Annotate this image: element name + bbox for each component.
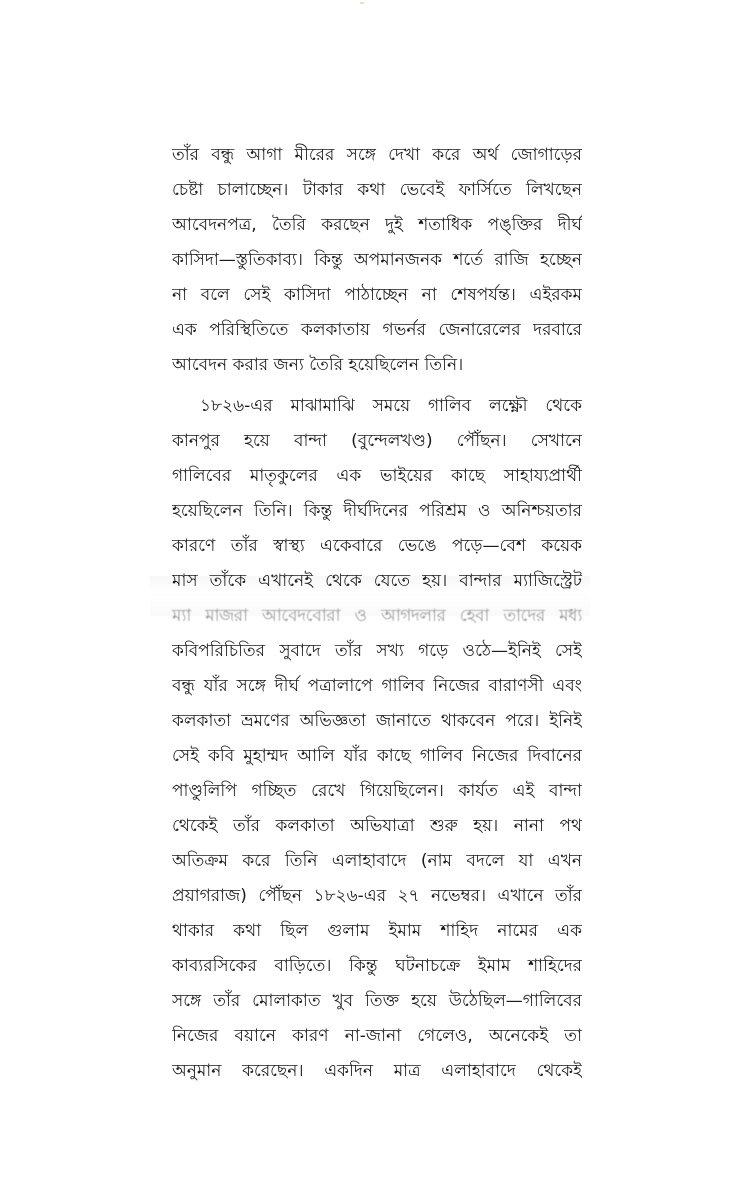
scan-speck (360, 2, 364, 4)
text-line: আবেদনপত্র, তৈরি করছেন দুই শতাধিক পঙ্‌ক্তির দীর্ঘ (172, 215, 582, 235)
text-line: মাস তাঁকে এখানেই থেকে যেতে হয়। বান্দার ম্যাজিস্ট্রেট (172, 571, 582, 591)
text-line: প্রয়াগরাজ) পৌঁছন ১৮২৬-এর ২৭ নভেম্বর। এখানে তাঁর (172, 886, 582, 906)
text-line: হয়েছিলেন তিনি। কিন্তু দীর্ঘদিনের পরিশ্রম ও অনিশ্চয়তার (172, 501, 582, 521)
text-line: কবিপরিচিতির সুবাদে তাঁর সখ্য গড়ে ওঠে—ইনিই সেই (172, 641, 582, 661)
text-line: অতিক্রম করে তিনি এলাহাবাদে (নাম বদলে যা এখন (172, 851, 582, 871)
text-line: সেই কবি মুহাম্মদ আলি যাঁর কাছে গালিব নিজের দিবানের (172, 746, 582, 766)
text-line: কাসিদা—স্তুতিকাব্য। কিন্তু অপমানজনক শর্তে রাজি হচ্ছেন (172, 250, 582, 270)
text-line: কারণে তাঁর স্বাস্থ্য একেবারে ভেঙে পড়ে—বেশ কয়েক (172, 536, 582, 556)
text-line: পাণ্ডুলিপি গচ্ছিত রেখে গিয়েছিলেন। কার্যত এই বান্দা (172, 781, 582, 801)
obscured-scan-line: ম্যা মাজরা আবেদবোরা ও আগদলার হেবা তাদের মধ্য (172, 606, 582, 626)
text-line: থেকেই তাঁর কলকাতা অভিযাত্রা শুরু হয়। নানা পথ (172, 816, 582, 836)
text-line: অনুমান করেছেন। একদিন মাত্র এলাহাবাদে থেকেই (172, 1061, 582, 1081)
text-line: বন্ধু যাঁর সঙ্গে দীর্ঘ পত্রালাপে গালিব নিজের বারাণসী এবং (172, 676, 582, 696)
paragraph-1 (172, 138, 582, 383)
paragraph-2 (172, 389, 582, 1089)
text-line: থাকার কথা ছিল গুলাম ইমাম শাহিদ নামের এক (172, 921, 582, 941)
text-line: কাব্যরসিকের বাড়িতে। কিন্তু ঘটনাচক্রে ইমাম শাহিদের (172, 956, 582, 976)
text-line: কানপুর হয়ে বান্দা (বুন্দেলখণ্ড) পৌঁছন। সেখানে (172, 431, 582, 451)
text-line: কলকাতা ভ্রমণের অভিজ্ঞতা জানাতে থাকবেন পরে। ইনিই (172, 711, 582, 731)
text-line: চেষ্টা চালাচ্ছেন। টাকার কথা ভেবেই ফার্সিতে লিখছেন (172, 180, 582, 200)
text-line: ১৮২৬-এর মাঝামাঝি সময়ে গালিব লক্ষ্ণৌ থেকে (200, 396, 582, 416)
text-line: আবেদন করার জন্য তৈরি হয়েছিলেন তিনি। (172, 355, 464, 375)
text-line: নিজের বয়ানে কারণ না-জানা গেলেও, অনেকেই তা (172, 1026, 582, 1046)
text-line: সঙ্গে তাঁর মোলাকাত খুব তিক্ত হয়ে উঠেছিল—গালিবের (172, 991, 582, 1011)
text-line: না বলে সেই কাসিদা পাঠাচ্ছেন না শেষপর্যন্ত। এইরকম (172, 285, 582, 305)
text-line: গালিবের মাতৃকুলের এক ভাইয়ের কাছে সাহায্যপ্রার্থী (172, 466, 582, 486)
text-line: তাঁর বন্ধু আগা মীরের সঙ্গে দেখা করে অর্থ জোগাড়ের (172, 145, 582, 165)
body-text (172, 138, 582, 1089)
text-line: এক পরিস্থিতিতে কলকাতায় গভর্নর জেনারেলের দরবারে (172, 320, 582, 340)
